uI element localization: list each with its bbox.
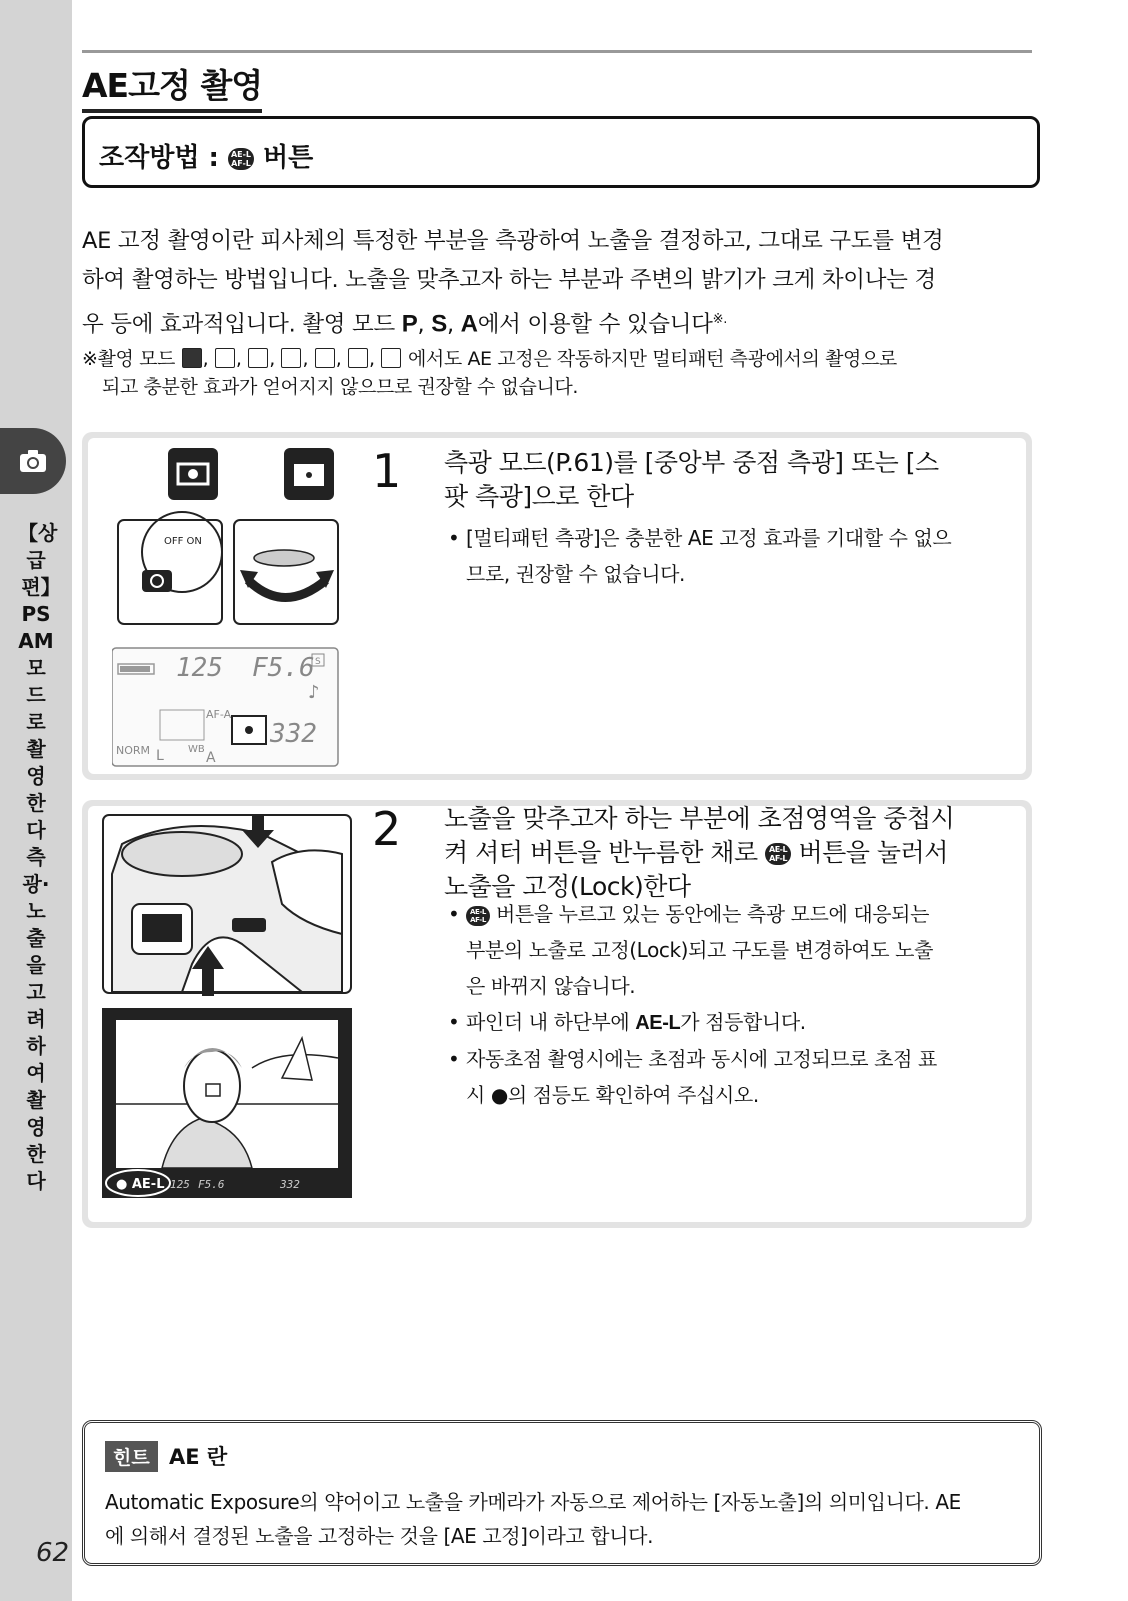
hint-tag: 힌트 [105,1441,158,1472]
step-1-panel [82,432,1032,780]
svg-text:WB: WB [188,744,205,755]
page-title: AE고정 촬영 [82,60,262,113]
svg-text:L: L [156,748,164,764]
svg-text:F5.6: F5.6 [252,653,315,683]
sidebar [0,0,72,1601]
svg-text:A: A [206,750,216,766]
hint-title: AE 란 [169,1445,228,1469]
step-title: 측광 모드(P.61)를 [중앙부 중점 측광] 또는 [스 팟 측광]으로 한다 [444,448,939,511]
list-item: • [멀티패턴 측광]은 충분한 AE 고정 효과를 기대할 수 없으 므로, 권장할 수 없습니다. [446,520,1016,592]
closeup-mode-icon [281,348,301,368]
hint-box [82,1420,1042,1566]
ael-button-icon: AE-L AF-L [765,843,791,865]
step-number: 1 [372,444,402,498]
step-1-bullets [446,520,1016,592]
night-landscape-mode-icon [348,348,368,368]
svg-text:AF-A: AF-A [206,708,232,721]
svg-text:332: 332 [280,1178,300,1191]
portrait-mode-icon [215,348,235,368]
top-rule [82,50,1032,53]
ael-button-icon: AE-L AF-L [466,906,490,926]
sports-mode-icon [315,348,335,368]
svg-text:♪: ♪ [308,682,320,703]
list-item: • 파인더 내 하단부에 AE-L가 점등합니다. [446,1004,1016,1041]
svg-text:NORM: NORM [116,744,151,757]
svg-text:F5.6: F5.6 [198,1178,225,1191]
operation-box [82,116,1040,188]
footnote: ※촬영 모드 , , , , , , 에서도 AE 고정은 작동하지만 멀티패턴 측광에서의 촬영으로 되고 충분한 효과가 얻어지지 않으므로 권장할 수 없습니다. [82,348,897,398]
chapter-tab [0,428,66,494]
viewfinder-illustration [102,1008,352,1198]
svg-text:OFF ON: OFF ON [164,536,202,547]
svg-text:125: 125 [176,653,223,683]
intro-paragraph: AE 고정 촬영이란 피사체의 특정한 부분을 측광하여 노출을 결정하고, 그대로 구도를 변경 하여 촬영하는 방법입니다. 노출을 맞추고자 하는 부분과 주변의 밝기가 크게 차이나는 경 우 등에 효과적입니다. 촬영 모드 P, S, A에서 이용할 수 있습니다※. [82,228,944,338]
shutter-illustration [102,814,354,996]
svg-text:S: S [315,657,321,667]
step-number: 2 [372,802,402,856]
svg-text:● AE-L: ● AE-L [116,1177,165,1192]
chapter-title: 【상급편】PSAM모드로 촬영한다 측광·노출을 고려하여 촬영한다 [18,521,58,1193]
page-number: 62 [36,1538,70,1568]
list-item: • 자동초점 촬영시에는 초점과 동시에 고정되므로 초점 표 시 ●의 점등도 확인하여 주십시오. [446,1041,1016,1113]
ael-button-icon: AE-L AF-L [228,148,254,170]
operation-label: 조작방법 : AE-L AF-L 버튼 [99,143,314,173]
svg-text:125: 125 [170,1178,190,1191]
step-2-panel [82,800,1032,1228]
step-title: 노출을 맞추고자 하는 부분에 초점영역을 중첩시 켜 셔터 버튼을 반누름한 채로 AE-L AF-L 버튼을 눌러서 노출을 고정(Lock)한다 [444,804,955,901]
metering-illustration [112,440,342,770]
night-portrait-mode-icon [381,348,401,368]
step-2-bullets [446,896,1016,1113]
list-item: • AE-L AF-L 버튼을 누르고 있는 동안에는 측광 모드에 대응되는 부분의 노출로 고정(Lock)되고 구도를 변경하여도 노출 은 바뀌지 않습니다. [446,896,1016,1004]
landscape-mode-icon [248,348,268,368]
hint-body: Automatic Exposure의 약어이고 노출을 카메라가 자동으로 제어하는 [자동노출]의 의미입니다. AE 에 의해서 결정된 노출을 고정하는 것을 [AE 고정]이라고 합니다. [105,1490,961,1548]
camera-icon [18,446,48,476]
svg-text:332: 332 [270,719,317,749]
auto-mode-icon [182,348,202,368]
